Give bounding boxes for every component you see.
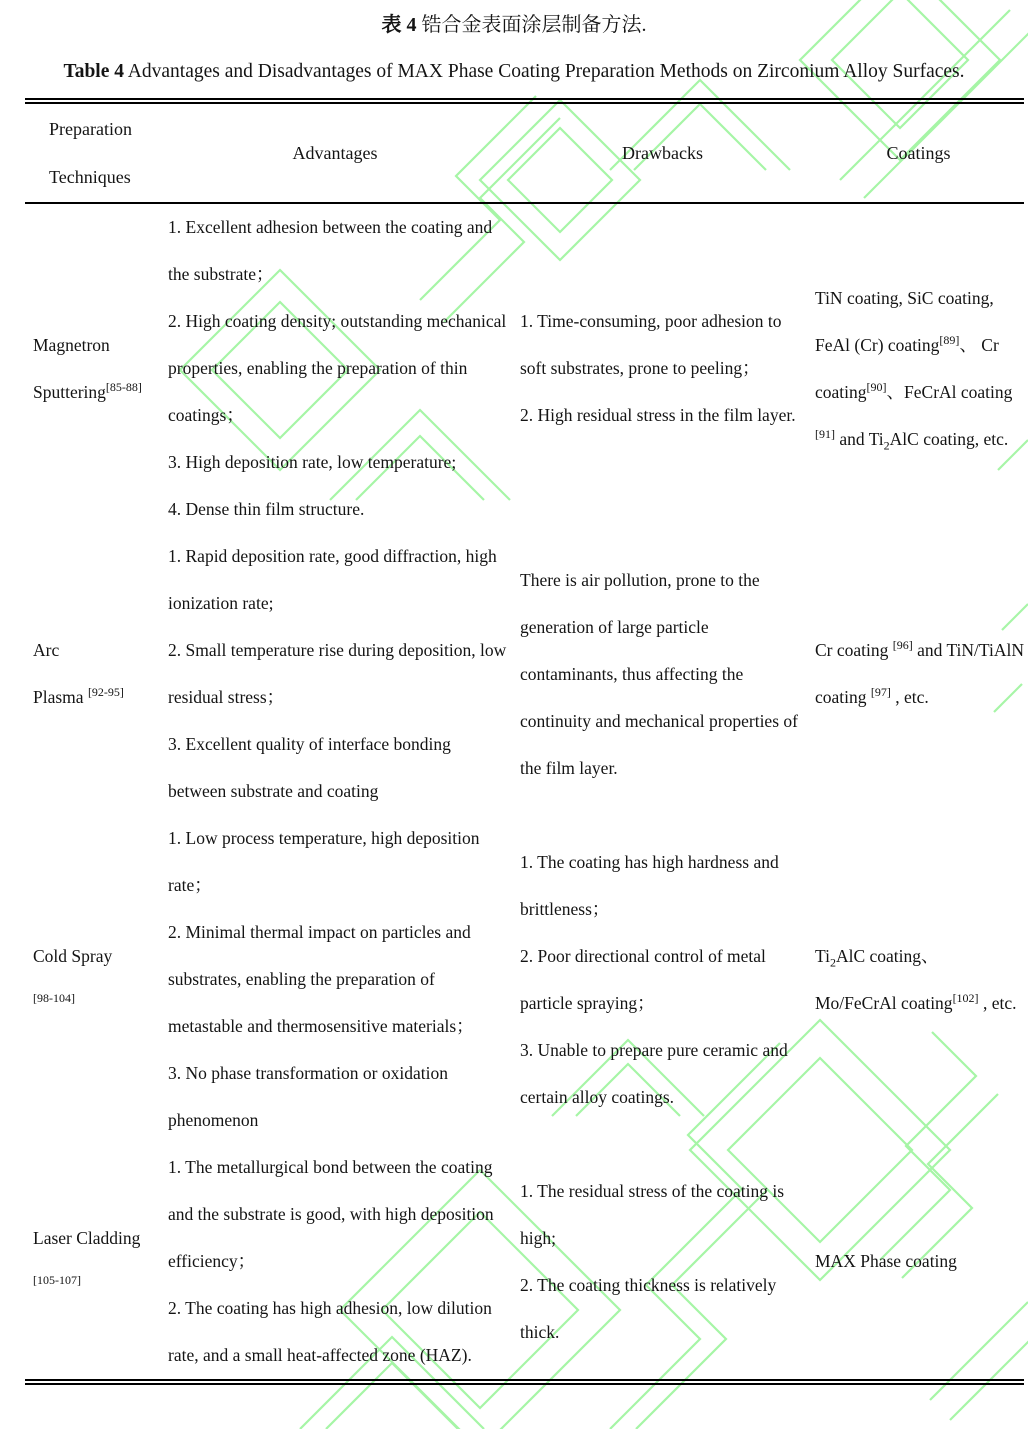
cell-coatings [813, 1144, 1024, 1382]
list-item: 2. High coating density; outstanding mechanical properties, enabling the preparation of thin coatings； [168, 311, 507, 425]
list-item: MAX Phase coating [815, 1251, 957, 1271]
table-row [25, 533, 1024, 815]
technique-line: Laser Cladding [33, 1227, 141, 1248]
list-item: 2. Poor directional control of metal particle spraying； [520, 945, 766, 1013]
list-item: 3. Excellent quality of interface bonding between substrate and coating [168, 734, 451, 801]
list-item: 1. Excellent adhesion between the coating and the substrate； [168, 217, 493, 284]
technique-line: Cold Spray [33, 945, 113, 966]
cell-advantages [158, 533, 512, 815]
cell-coatings [813, 815, 1024, 1144]
list-item: $Ti_2AlC$ coating、 Mo/FeCrAl coating[102] , etc. [815, 945, 1017, 1013]
technique-line: [98-104] [33, 990, 75, 1005]
list-item: TiN coating, SiC coating, FeAl (Cr) coating[89]、 Cr coating[90]、FeCrAl coating [91] and $Ti_2AlC$ coating, etc. [815, 287, 1013, 452]
list-item: There is air pollution, prone to the generation of large particle contaminants, thus affecting the continuity and mechanical properties of the film layer. [520, 569, 798, 778]
cell-technique [25, 815, 158, 1144]
cell-advantages [158, 203, 512, 533]
technique-line: [105-107] [33, 1272, 81, 1287]
methods-table [25, 98, 1024, 1385]
list-item: 4. Dense thin film structure. [168, 499, 365, 519]
table-row [25, 1144, 1024, 1382]
list-item: 2. Minimal thermal impact on particles and substrates, enabling the preparation of metastable and thermosensitive materials； [168, 922, 474, 1036]
table-title-zh-number: 表 4 [381, 14, 417, 36]
table-title-zh [0, 0, 1028, 38]
list-item: 1. The residual stress of the coating is high; [520, 1180, 785, 1248]
list-item: 1. The coating has high hardness and brittleness； [520, 851, 779, 919]
cell-drawbacks [512, 1144, 813, 1382]
list-item: 2. Small temperature rise during deposition, low residual stress； [168, 640, 507, 707]
cell-advantages [158, 815, 512, 1144]
technique-line: Magnetron [33, 334, 110, 355]
list-item: 1. Rapid deposition rate, good diffraction, high ionization rate; [168, 546, 497, 613]
list-item: 3. No phase transformation or oxidation phenomenon [168, 1063, 448, 1130]
technique-line: Arc [33, 640, 60, 660]
list-item: 2. The coating has high adhesion, low dilution rate, and a small heat-affected zone (HAZ). [168, 1298, 492, 1365]
list-item: 3. High deposition rate, low temperature; [168, 452, 457, 472]
cell-technique [25, 1144, 158, 1382]
list-item: 1. The metallurgical bond between the coating and the substrate is good, with high deposition efficiency； [168, 1157, 494, 1271]
column-header-drawbacks: Drawbacks [622, 143, 703, 163]
cell-drawbacks [512, 203, 813, 533]
list-item: 3. Unable to prepare pure ceramic and certain alloy coatings. [520, 1039, 788, 1107]
cell-coatings [813, 203, 1024, 533]
column-header-coatings: Coatings [886, 143, 951, 163]
table-caption-text: Advantages and Disadvantages of MAX Phase Coating Preparation Methods on Zirconium Alloy Surfaces. [124, 61, 965, 82]
table-title-zh-text: 锆合金表面涂层制备方法. [416, 14, 647, 36]
list-item: 1. Low process temperature, high deposition rate； [168, 828, 480, 895]
table-row [25, 815, 1024, 1144]
table-header [25, 101, 1024, 203]
table-body [25, 203, 1024, 1382]
cell-technique [25, 533, 158, 815]
technique-line: Sputtering[85-88] [33, 379, 142, 402]
list-item: 2. High residual stress in the film layer. [520, 405, 796, 425]
list-item: 1. Time-consuming, poor adhesion to soft substrates, prone to peeling； [520, 311, 782, 378]
cell-coatings [813, 533, 1024, 815]
header-row [25, 101, 1024, 203]
technique-line: Plasma [92-95] [33, 685, 124, 707]
list-item: 2. The coating thickness is relatively thick. [520, 1274, 777, 1342]
cell-technique [25, 203, 158, 533]
list-item: Cr coating [96] and TiN/TiAlN coating [97] , etc. [815, 638, 1024, 707]
column-header-preparation-techniques: Preparation Techniques [49, 119, 132, 187]
table-caption-number: Table 4 [63, 61, 124, 82]
cell-drawbacks [512, 533, 813, 815]
column-header-advantages: Advantages [292, 143, 378, 163]
cell-advantages [158, 1144, 512, 1382]
table-caption [0, 59, 1028, 85]
table-row [25, 203, 1024, 533]
cell-drawbacks [512, 815, 813, 1144]
